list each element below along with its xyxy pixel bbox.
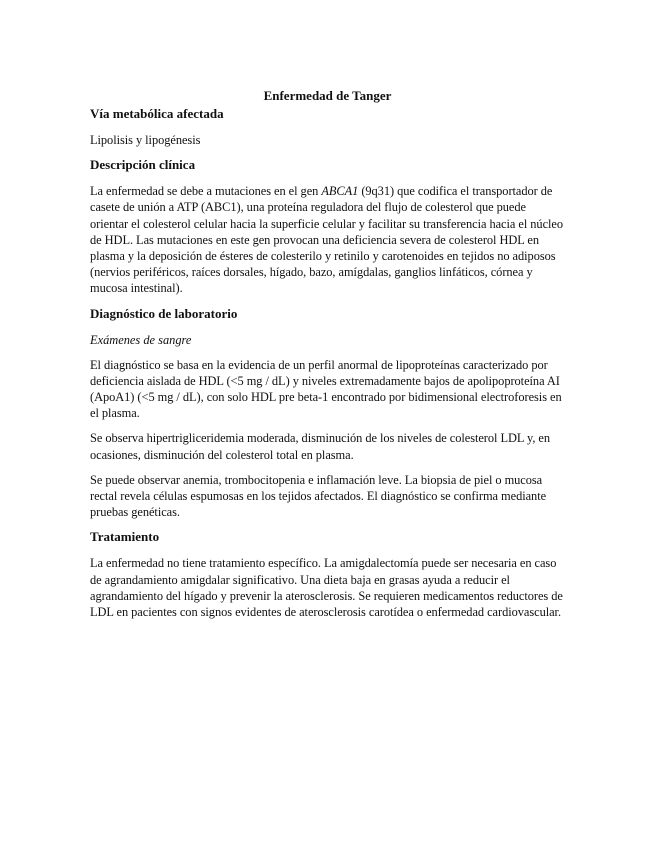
via-metabolica-text: Lipolisis y lipogénesis bbox=[90, 133, 201, 147]
section-heading-diagnostico: Diagnóstico de laboratorio bbox=[90, 305, 238, 321]
document-title: Enfermedad de Tanger bbox=[263, 88, 392, 103]
gene-name: ABCA1 bbox=[321, 184, 359, 199]
section-heading-descripcion-clinica: Descripción clínica bbox=[90, 157, 196, 173]
descripcion-text-start: La enfermedad se debe a mutaciones en el gen bbox=[90, 184, 322, 199]
document-page bbox=[90, 88, 565, 629]
descripcion-text-end: (9q31) que codifica el transportador de casete de unión a ATP (ABC1), una proteína reguladora del flujo de colesterol que puede orientar el colesterol celular hacia la superficie celular y facilitar su transferencia hacia el núcleo de HDL. Las mutaciones en este gen provocan una deficiencia severa de colesterol HDL en plasma y la deposición de ésteres de colesterilo y retinilo y carotenoides en tejidos no adiposos (nervios periféricos, raíces dorsales, hígado, bazo, amígdalas, ganglios linfáticos, córnea y mucosa intestinal). bbox=[90, 184, 564, 296]
tratamiento-text: La enfermedad no tiene tratamiento específico. La amigdalectomía puede ser necesaria en caso de agrandamiento amigdalar significativo. Una dieta baja en grasas ayuda a reducir el agrandamiento del hígado y prevenir la aterosclerosis. Se requieren medicamentos reductores de LDL en pacientes con signos evidentes de aterosclerosis carotídea o enfermedad cardiovascular. bbox=[90, 556, 563, 620]
diagnostico-paragraph: El diagnóstico se basa en la evidencia de un perfil anormal de lipoproteínas caracterizado por deficiencia aislada de HDL (<5 mg / dL) y niveles extremadamente bajos de apolipoproteína AI (ApoA1) (<5 mg / dL), con solo HDL pre beta-1 encontrado por bidimensional electroforesis en el plasma. bbox=[90, 357, 562, 421]
diagnostico-paragraph: Se observa hipertrigliceridemia moderada, disminución de los niveles de colesterol LDL y, en ocasiones, disminución del colesterol total en plasma. bbox=[90, 431, 551, 462]
subheading-examenes-sangre: Exámenes de sangre bbox=[90, 332, 192, 347]
section-heading-tratamiento: Tratamiento bbox=[90, 529, 160, 545]
diagnostico-paragraph: Se puede observar anemia, trombocitopenia e inflamación leve. La biopsia de piel o mucosa rectal revela células espumosas en los tejidos afectados. El diagnóstico se confirma mediante pruebas genéticas. bbox=[90, 472, 547, 520]
descripcion-clinica-text bbox=[90, 183, 565, 296]
section-heading-via-metabolica: Vía metabólica afectada bbox=[90, 106, 224, 121]
